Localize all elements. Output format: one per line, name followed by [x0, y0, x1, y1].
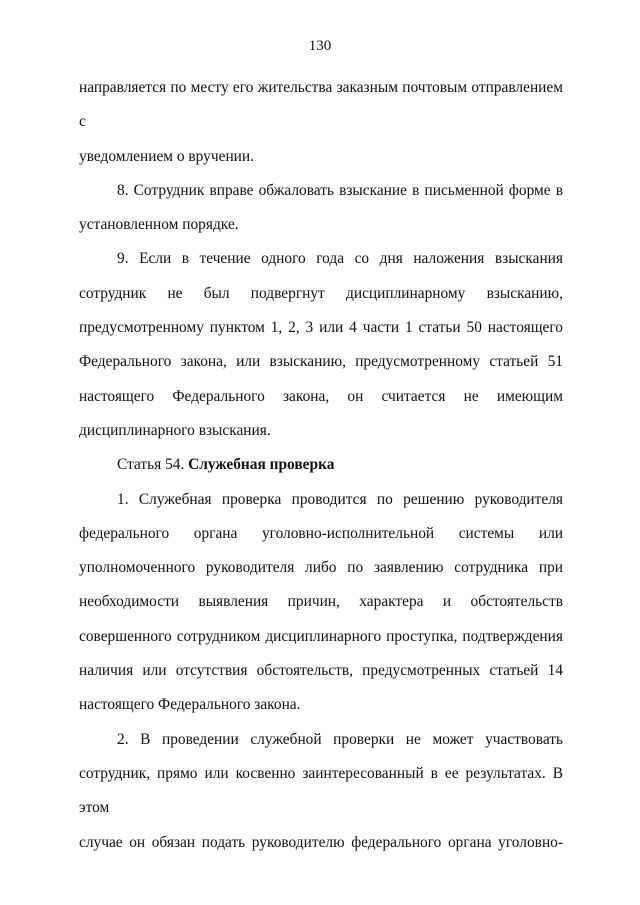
article-heading — [79, 448, 563, 482]
paragraph-continuation — [79, 71, 563, 174]
article-title: Служебная проверка — [188, 456, 335, 474]
text-line: 8. Сотрудник вправе обжаловать взыскание в письменной форме в — [117, 181, 563, 199]
document-body — [79, 71, 563, 860]
text-line: установленном порядке. — [79, 216, 239, 234]
page-number: 130 — [308, 38, 332, 54]
text-line: федерального органа уголовно-исполнительной системы или — [79, 524, 563, 542]
text-line: настоящего Федерального закона. — [79, 696, 301, 714]
text-line: 9. Если в течение одного года со дня наложения взыскания — [117, 250, 563, 268]
text-line: 2. В проведении служебной проверки не может участвовать — [117, 730, 563, 748]
paragraph-item-9 — [79, 242, 563, 448]
text-line: настоящего Федерального закона, он считается не имеющим — [79, 387, 563, 405]
text-line: 1. Служебная проверка проводится по решению руководителя — [117, 490, 563, 508]
text-line: сотрудник не был подвергнут дисциплинарному взысканию, — [79, 284, 563, 302]
text-line: уполномоченного руководителя либо по заявлению сотрудника при — [79, 559, 563, 577]
text-line: направляется по месту его жительства заказным почтовым отправлением с — [79, 79, 563, 131]
paragraph-item-8 — [79, 174, 563, 243]
article-paragraph-2 — [79, 723, 563, 860]
article-prefix: Статья 54. — [117, 456, 189, 474]
text-line: дисциплинарного взыскания. — [79, 421, 271, 439]
text-line: Федерального закона, или взысканию, предусмотренному статьей 51 — [79, 353, 563, 371]
article-paragraph-1 — [79, 483, 563, 723]
text-line: совершенного сотрудником дисциплинарного проступка, подтверждения — [79, 627, 563, 645]
text-line: необходимости выявления причин, характера и обстоятельств — [79, 593, 563, 611]
text-line: наличия или отсутствия обстоятельств, предусмотренных статьей 14 — [79, 662, 563, 680]
text-line: случае он обязан подать руководителю федерального органа уголовно- — [79, 833, 563, 851]
text-line: уведомлением о вручении. — [79, 147, 255, 165]
text-line: сотрудник, прямо или косвенно заинтересованный в ее результатах. В этом — [79, 764, 563, 817]
text-line: предусмотренному пунктом 1, 2, 3 или 4 части 1 статьи 50 настоящего — [79, 319, 563, 337]
